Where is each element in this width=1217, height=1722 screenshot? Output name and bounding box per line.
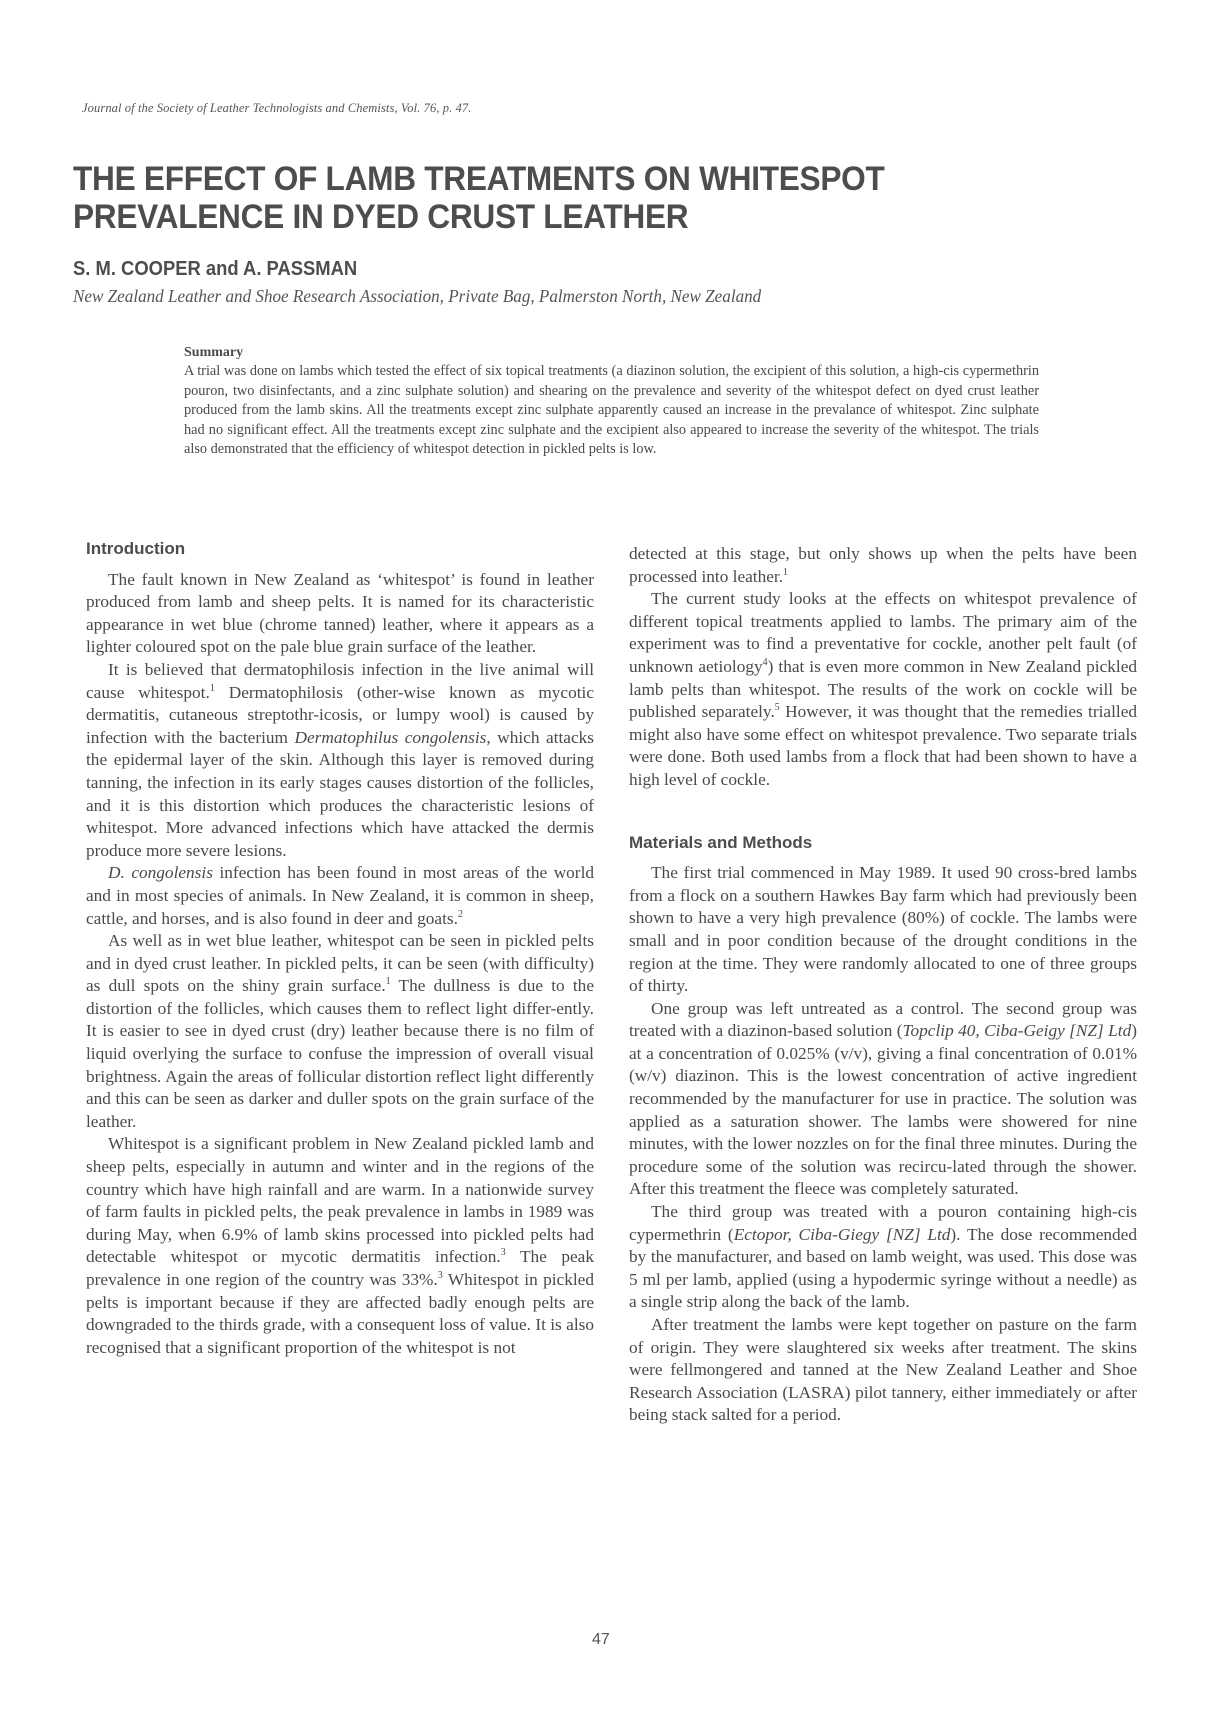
reference-superscript: 1 [209, 682, 215, 694]
product-name: Ectopor, Ciba-Giegy [NZ] Ltd [733, 1224, 951, 1244]
right-column [629, 543, 1137, 1427]
intro-paragraph-5: Whitespot is a significant problem in New Zealand pickled lamb and sheep pelts, especially in autumn and winter and in the regions of the country which have high rainfall and are warm. In a nationwide survey of farm faults in pickled pelts, the peak prevalence in lambs in 1989 was during May, when 6.9% of lamb skins processed into pickled pelts had detectable whitespot or mycotic dermatitis infection.$^3$ The peak prevalence in one region of the country was 33%.$^3$ Whitespot in pickled pelts is important because if they are affected badly enough pelts are downgraded to the thirds grade, with a consequent loss of value. It is also recognised that a significant proportion of the whitespot is not [86, 1134, 594, 1357]
intro-paragraph-2: It is believed that dermatophilosis infection in the live animal will cause whitespot.$^1$ Dermatophilosis (other-wise known as mycotic dermatitis, cutaneous streptothr-icosis, or lumpy wool) is caused by infection with the bacterium Dermatophilus congolensis, which attacks the epidermal layer of the skin. Although this layer is removed during tanning, the infection in its early stages causes distortion of the follicles, and it is this distortion which produces the characteristic lesions of whitespot. More advanced infections which have attacked the dermis produce more severe lesions. [86, 659, 595, 860]
intro-paragraph-6: The current study looks at the effects on whitespot prevalence of different topical treatments applied to lambs. The primary aim of the experiment was to find a preventative for cockle, another pelt fault (of unknown aetiology$^4$) that is even more common in New Zealand pickled lamb pelts than whitespot. The results of the work on cockle will be published separately.$^5$ However, it was thought that the remedies trialled might also have some effect on whitespot prevalence. Two separate trials were done. Both used lambs from a flock that had been shown to have a high level of cockle. [629, 589, 1138, 789]
species-name: Dermatophilus congolensis [294, 727, 487, 747]
methods-paragraph-4: After treatment the lambs were kept together on pasture on the farm of origin. They were slaughtered six weeks after treatment. The skins were fellmongered and tanned at the New Zealand Leather and Shoe Research Association (LASRA) pilot tannery, either immediately or after being stack salted for a period. [629, 1315, 1137, 1425]
summary-heading: Summary [184, 345, 244, 360]
reference-superscript: 1 [385, 976, 391, 988]
reference-superscript: 3 [437, 1270, 443, 1281]
summary-body: A trial was done on lambs which tested the effect of six topical treatments (a diazinon solution, the excipient of this solution, a high-cis cypermethrin pouron, two disinfectants, and a zinc sulphate solution) and shearing on the prevalence and severity of the whitespot defect on dyed crust leather produced from the lamb skins. All the treatments except zinc sulphate apparently caused an increase in the prevalance of whitespot. Zinc sulphate had no significant effect. All the treatments except zinc sulphate and the excipient also appeared to increase the severity of the whitespot. The trials also demonstrated that the efficiency of whitespot detection in pickled pelts is low. [184, 363, 1039, 458]
reference-superscript: 1 [783, 566, 789, 578]
intro-paragraph-3: D. congolensis infection has been found in most areas of the world and in most species of animals. In New Zealand, it is common in sheep, cattle, and horses, and is also found in deer and goats.$^2$ [86, 863, 595, 928]
methods-paragraph-3: The third group was treated with a pouron containing high-cis cypermethrin (Ectopor, Ciba-Giegy [NZ] Ltd). The dose recommended by the manufacturer, and based on lamb weight, was used. This dose was 5 ml per lamb, applied (using a hypodermic syringe without a needle) as a single strip along the back of the lamb. [629, 1202, 1137, 1312]
summary-section [184, 345, 1039, 460]
intro-paragraph-1: The fault known in New Zealand as ‘whitespot’ is found in leather produced from lamb and sheep pelts. It is named for its characteristic appearance in wet blue (chrome tanned) leather, where it appears as a lighter coloured spot on the pale blue grain surface of the leather. [86, 569, 594, 657]
intro-paragraph-5-continued: detected at this stage, but only shows up when the pelts have been processed into leather.$^1$ [629, 544, 1137, 586]
reference-superscript: 4 [762, 656, 768, 668]
product-name: Topclip 40, Ciba-Geigy [NZ] Ltd [902, 1021, 1132, 1041]
article-title: THE EFFECT OF LAMB TREATMENTS ON WHITESPOT PREVALENCE IN DYED CRUST LEATHER [73, 160, 885, 236]
page-number: 47 [592, 1631, 610, 1648]
reference-superscript: 5 [774, 702, 780, 714]
species-name: D. congolensis [108, 863, 213, 883]
methods-paragraph-1: The first trial commenced in May 1989. It used 90 cross-bred lambs from a flock on a southern Hawkes Bay farm which had previously been shown to have a very high prevalence (80%) of cockle. The lambs were small and in poor condition because of the drought conditions in the region at the time. They were randomly allocated to one of three groups of thirty. [629, 863, 1137, 996]
intro-paragraph-4: As well as in wet blue leather, whitespot can be seen in pickled pelts and in dyed crust leather. In pickled pelts, it can be seen (with difficulty) as dull spots on the shiny grain surface.$^1$ The dullness is due to the distortion of the follicles, which causes them to reflect light differ-ently. It is easier to see in dyed crust (dry) leather because there is no film of liquid overlying the surface to confuse the impression of overall visual brightness. Again the areas of follicular distortion reflect light differently and this can be seen as darker and duller spots on the grain surface of the leather. [86, 931, 594, 1131]
reference-superscript: 2 [457, 908, 463, 920]
author-affiliation: New Zealand Leather and Shoe Research Association, Private Bag, Palmerston North, New Zealand [73, 286, 762, 306]
reference-superscript: 3 [500, 1247, 506, 1259]
methods-heading: Materials and Methods [629, 832, 813, 852]
journal-citation: Journal of the Society of Leather Technologists and Chemists, Vol. 76, p. 47. [82, 101, 472, 115]
left-column [86, 538, 594, 1359]
methods-paragraph-2: One group was left untreated as a control. The second group was treated with a diazinon-based solution (Topclip 40, Ciba-Geigy [NZ] Ltd) at a concentration of 0.025% (v/v), giving a final concentration of 0.01% (w/v) diazinon. This is the lowest concentration of active ingredient recommended by the manufacturer for use in practice. The solution was applied as a saturation shower. The lambs were showered for nine minutes, with the lower nozzles on for the final three minutes. During the procedure some of the solution was recircu-lated through the shower. After this treatment the fleece was completely saturated. [629, 998, 1137, 1199]
introduction-heading: Introduction [86, 539, 186, 558]
article-authors: S. M. COOPER and A. PASSMAN [73, 258, 358, 280]
